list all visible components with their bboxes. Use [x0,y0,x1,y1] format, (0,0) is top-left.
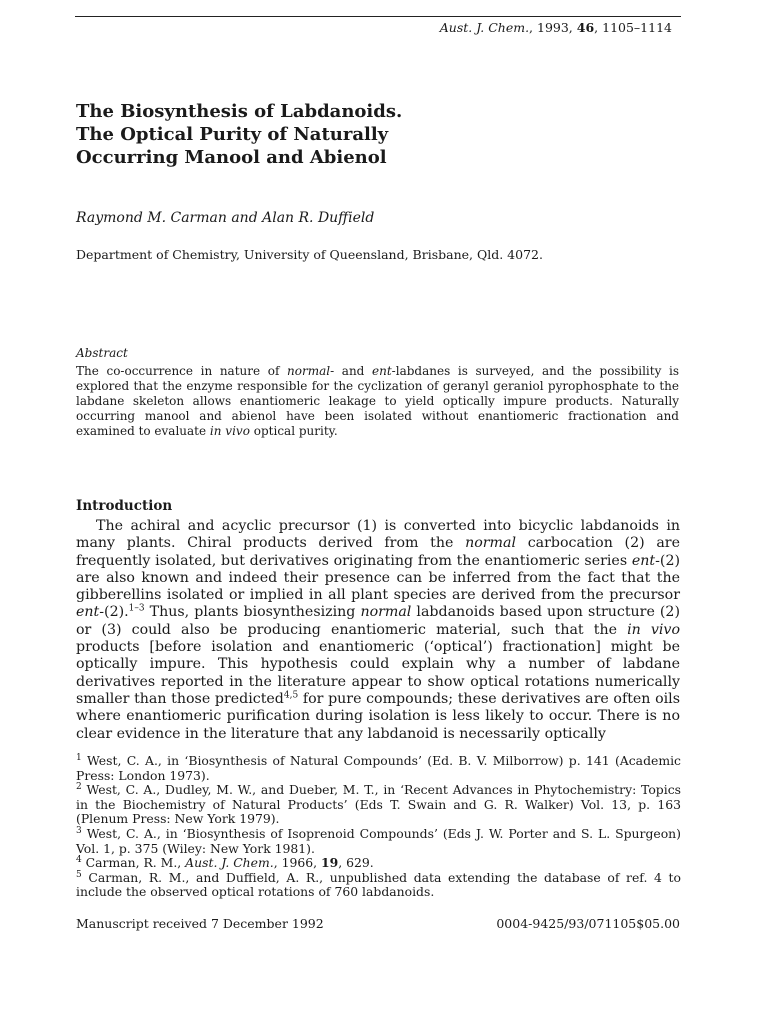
abstract-text: The co-occurrence in nature of normal- and ent-labdanes is surveyed, and the possibility is explored that the enzyme responsible for the cyclization of geranyl geraniol pyrophosphate to the labdane skeleton allows enantiomeric leakage to yield optically impure products. Naturally occurring manool and abienol have been isolated without enantiomeric fractionation and examined to evaluate in vivo optical purity. [76,364,679,438]
footnote-5: $^5$ Carman, R. M., and Duffield, A. R., unpublished data extending the database of ref. 4 to include the observed optical rotations of 760 labdanoids. [76,869,681,900]
affiliation: Department of Chemistry, University of Queensland, Brisbane, Qld. 4072. [76,247,543,262]
title-line-3: Occurring Manool and Abienol [76,147,387,168]
abstract-heading: Abstract [76,346,128,360]
footnote-2: $^2$ West, C. A., Dudley, M. W., and Dueber, M. T., in ‘Recent Advances in Phytochemistry: Topics in the Biochemistry of Natural Products’ (Eds T. Swain and G. R. Walker) Vol. 13, p. 163 (Plenum Press: New York 1979). [76,782,681,827]
footnote-1: $^1$ West, C. A., in ‘Biosynthesis of Natural Compounds’ (Ed. B. V. Milborrow) p. 141 (Academic Press: London 1973). [76,752,681,783]
introduction-heading: Introduction [76,498,173,514]
article-title [76,100,636,169]
authors: Raymond M. Carman and Alan R. Duffield [76,210,375,226]
article-code: 0004-9425/93/071105$05.00 [496,916,680,931]
title-line-1: The Biosynthesis of Labdanoids. [76,101,403,122]
footnotes [76,754,681,900]
footnote-3: $^3$ West, C. A., in ‘Biosynthesis of Isoprenoid Compounds’ (Eds J. W. Porter and S. L. Spurgeon) Vol. 1, p. 375 (Wiley: New York 1981). [76,825,681,856]
footnote-4: $^4$ Carman, R. M., Aust. J. Chem., 1966, 19, 629. [76,855,374,871]
journal-citation: Aust. J. Chem., 1993, 46, 1105–1114 [439,20,672,35]
header-rule [75,16,681,17]
manuscript-received: Manuscript received 7 December 1992 [76,916,324,931]
title-line-2: The Optical Purity of Naturally [76,124,389,145]
introduction-paragraph: The achiral and acyclic precursor (1) is converted into bicyclic labdanoids in many plants. Chiral products derived from the normal carbocation (2) are frequently isolated, but derivatives originating from the enantiomeric series ent-(2) are also known and indeed their presence can be inferred from the fact that the gibberellins isolated or implied in all plant species are derived from the precursor ent-(2).$^{1-3}$ Thus, plants biosynthesizing normal labdanoids based upon structure (2) or (3) could also be producing enantiomeric material, such that the in vivo products [before isolation and enantiomeric (‘optical’) fractionation] might be optically impure. This hypothesis could explain why a number of labdane derivatives reported in the literature appear to show optical rotations numerically smaller than those predicted$^{4,5}$ for pure compounds; these derivatives are often oils where enantiomeric purification during isolation is less likely to occur. There is no clear evidence in the literature that any labdanoid is necessarily optically [76,518,680,742]
